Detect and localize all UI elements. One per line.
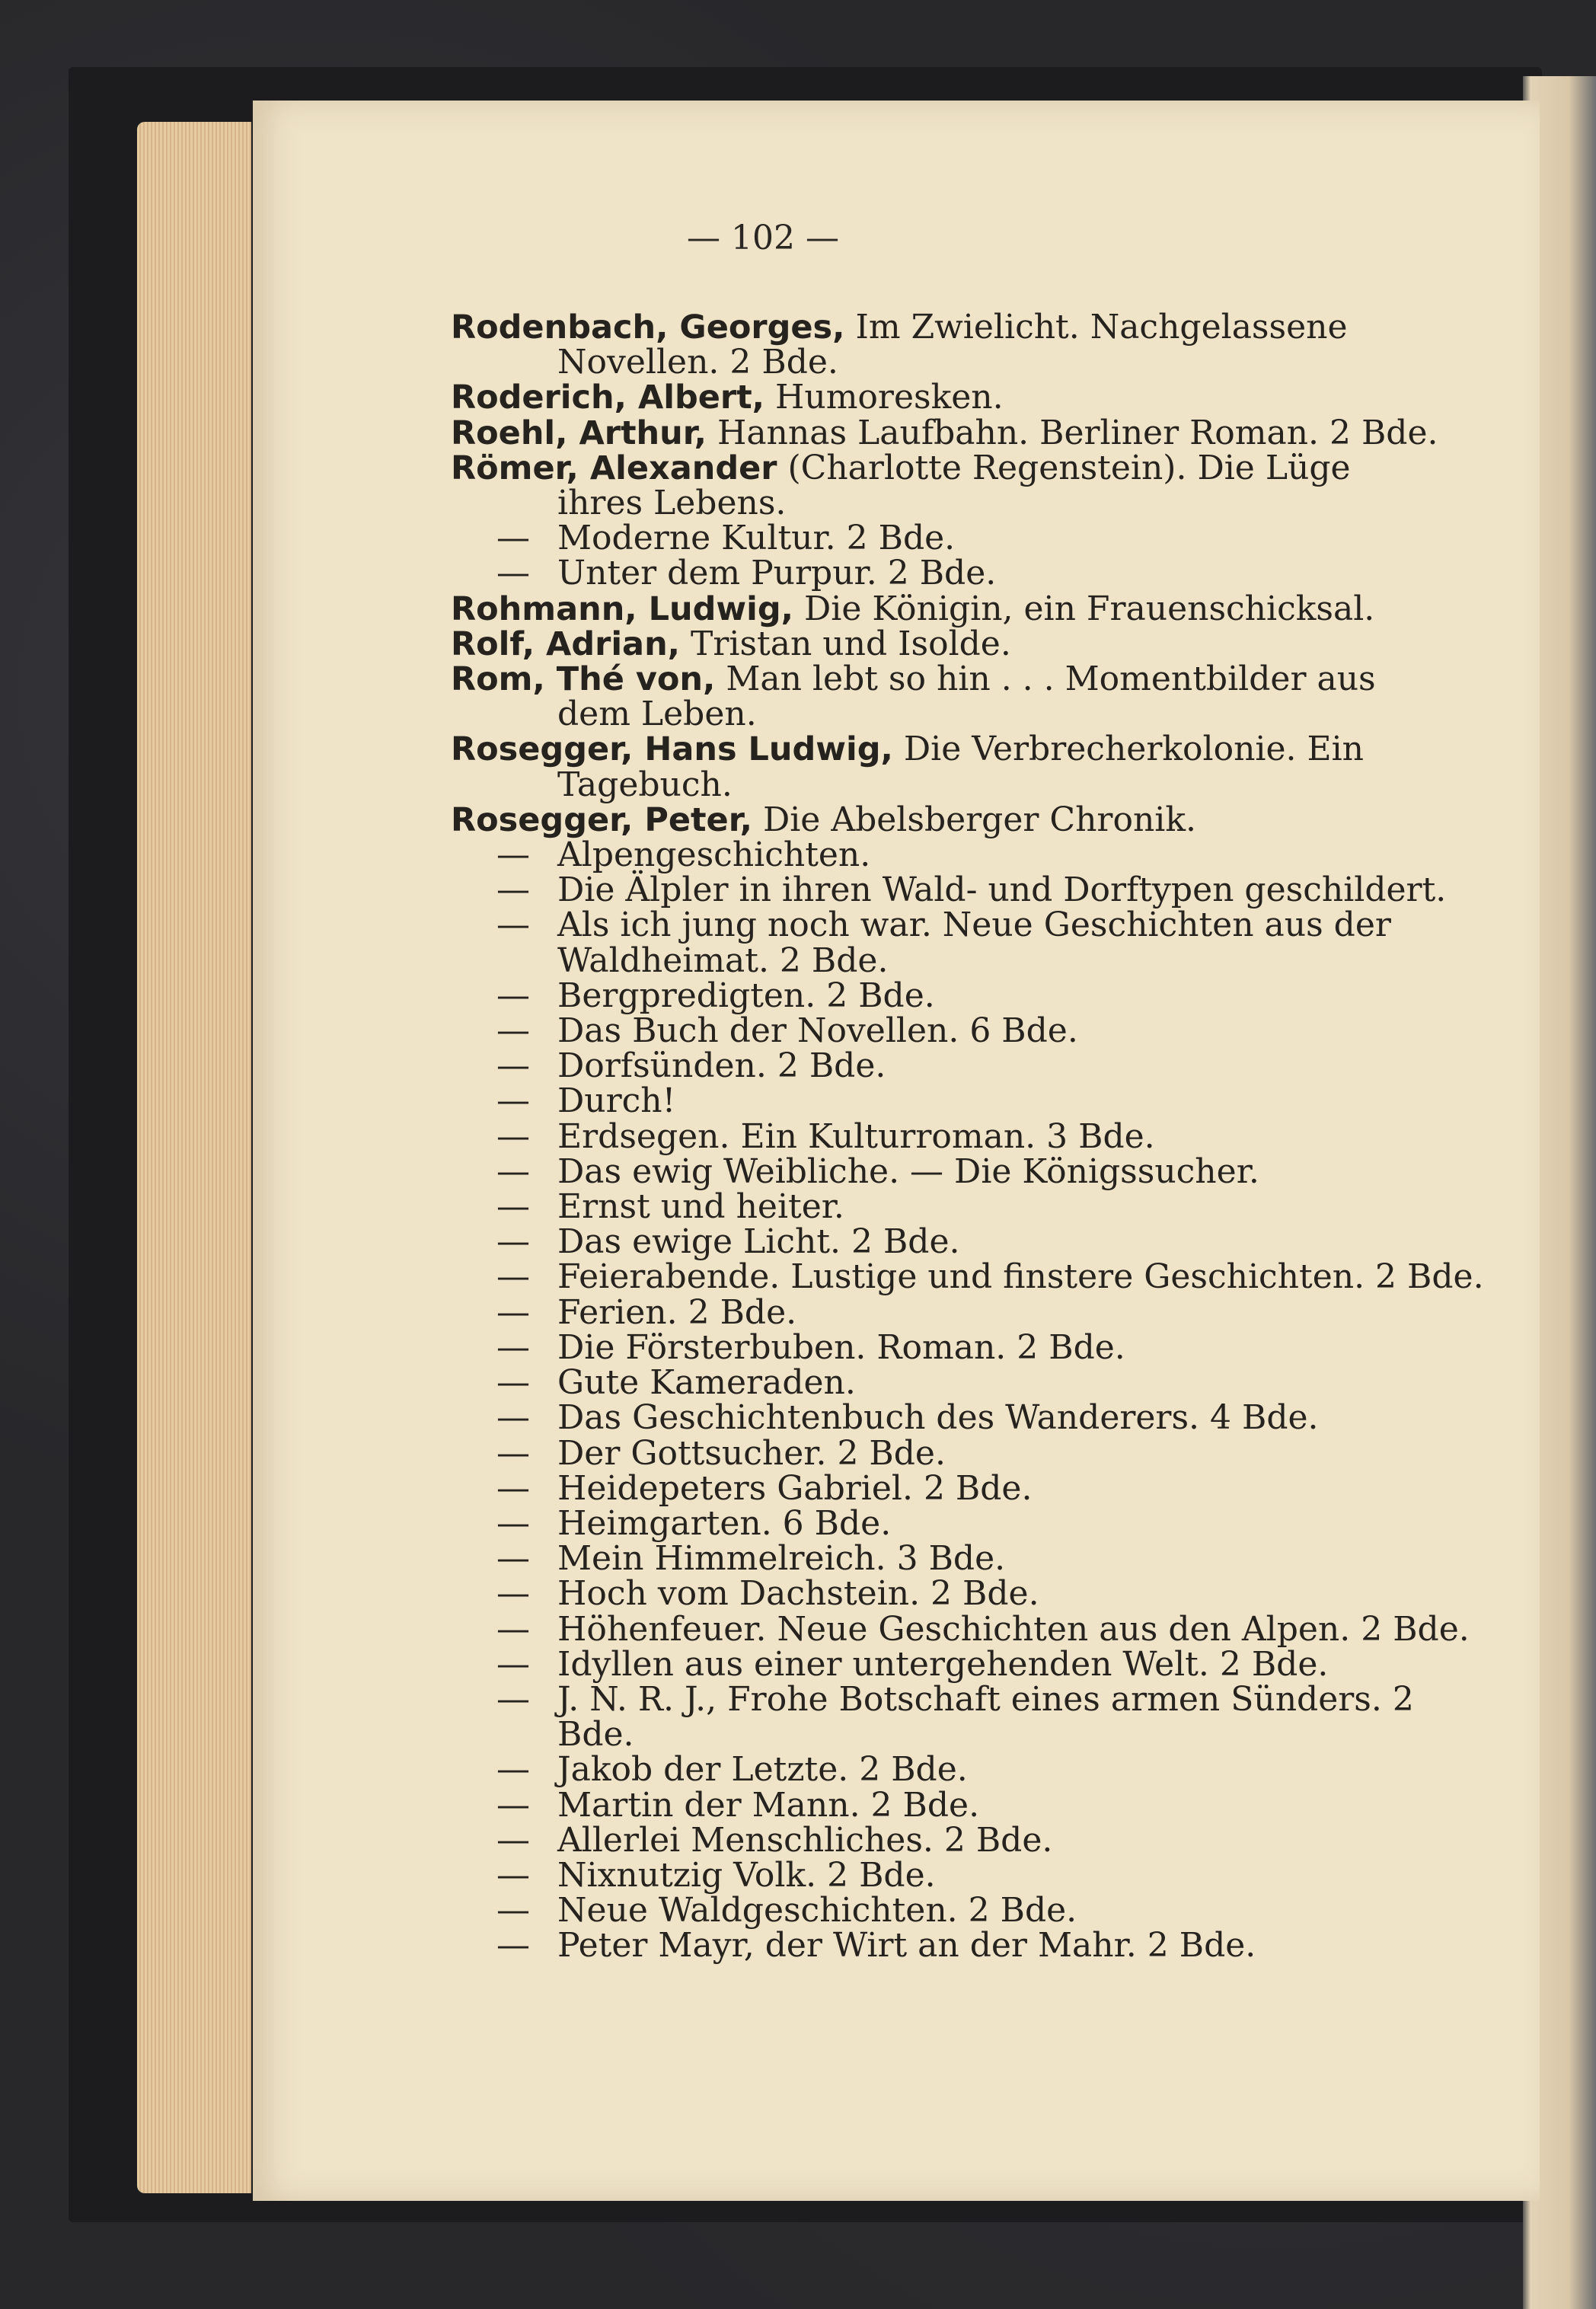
- work-title: Heimgarten. 6 Bde.: [557, 1503, 892, 1543]
- entry-line: [451, 380, 1486, 415]
- ditto-dash: —: [496, 1855, 530, 1895]
- entry-line: [557, 1011, 1486, 1051]
- work-title: Nixnutzig Volk. 2 Bde.: [557, 1855, 936, 1895]
- entry-line: [557, 870, 1486, 910]
- catalog-entry: [451, 310, 1486, 380]
- work-title: Im Zwielicht. Nachgelassene: [844, 308, 1348, 347]
- work-title: Heidepeters Gabriel. 2 Bde.: [557, 1468, 1033, 1508]
- entry-line: [557, 1046, 1486, 1086]
- catalog-entry: [451, 1151, 1486, 1191]
- entry-continuation: dem Leben.: [557, 695, 757, 734]
- ditto-dash: —: [496, 1820, 530, 1860]
- work-title: Neue Waldgeschichten. 2 Bde.: [557, 1891, 1077, 1931]
- work-title: Erdsegen. Ein Kulturroman. 3 Bde.: [557, 1116, 1155, 1156]
- catalog-entry: [451, 448, 1486, 523]
- work-title: Feierabende. Lustige und finstere Geschichten. 2 Bde.: [557, 1257, 1484, 1297]
- author-name: Rom, Thé von,: [451, 660, 716, 699]
- entry-line: [557, 1400, 1486, 1436]
- ditto-dash: —: [496, 1609, 530, 1649]
- entry-line: [557, 1574, 1486, 1614]
- ditto-dash: —: [496, 1785, 530, 1825]
- work-title: Allerlei Menschliches. 2 Bde.: [557, 1820, 1053, 1860]
- entry-line: [557, 1222, 1486, 1262]
- author-name: Rosegger, Hans Ludwig,: [451, 730, 893, 769]
- catalog-entry: [451, 905, 1486, 980]
- entry-line: [557, 1855, 1486, 1895]
- work-title: Mein Himmelreich. 3 Bde.: [557, 1539, 1006, 1579]
- catalog-entry: [451, 380, 1486, 415]
- catalog-entry: [451, 1926, 1486, 1966]
- ditto-dash: —: [496, 1011, 530, 1051]
- work-title: Der Gottsucher. 2 Bde.: [557, 1433, 946, 1473]
- entry-line: [557, 1926, 1486, 1966]
- work-title: Das ewige Licht. 2 Bde.: [557, 1222, 960, 1262]
- catalog-entry: [451, 1363, 1486, 1403]
- work-title: Ferien. 2 Bde.: [557, 1292, 797, 1332]
- work-title: Unter dem Purpur. 2 Bde.: [557, 554, 997, 593]
- ditto-dash: —: [496, 835, 530, 875]
- work-title: Das ewig Weibliche. — Die Königssucher.: [557, 1151, 1259, 1191]
- work-title: Alpengeschichten.: [557, 835, 871, 875]
- catalog-entry: [451, 800, 1486, 839]
- ditto-dash: —: [496, 1503, 530, 1543]
- entry-line: [557, 1433, 1486, 1473]
- catalog-entry: [451, 1503, 1486, 1543]
- entry-line: [557, 1468, 1486, 1508]
- catalog-entries: [451, 310, 1486, 1964]
- entry-line: [451, 659, 1486, 699]
- author-name: Rosegger, Peter,: [451, 800, 752, 839]
- work-title: Peter Mayr, der Wirt an der Mahr. 2 Bde.: [557, 1926, 1256, 1966]
- ditto-dash: —: [496, 1433, 530, 1473]
- entry-line: [557, 1081, 1486, 1121]
- catalog-entry: [451, 732, 1486, 802]
- catalog-entry: [451, 1820, 1486, 1860]
- ditto-dash: —: [496, 1257, 530, 1297]
- entry-line: [557, 1609, 1486, 1649]
- entry-line: [557, 1327, 1486, 1367]
- work-title: Die Försterbuben. Roman. 2 Bde.: [557, 1327, 1125, 1367]
- entry-line: [451, 310, 1486, 345]
- catalog-entry: [451, 624, 1486, 663]
- work-title: Die Königin, ein Frauenschicksal.: [793, 589, 1375, 628]
- ditto-dash: —: [496, 870, 530, 910]
- book-page: [253, 101, 1540, 2201]
- work-title: Gute Kameraden.: [557, 1363, 856, 1403]
- entry-line: [451, 589, 1486, 628]
- entry-line: [557, 1891, 1486, 1931]
- catalog-entry: [451, 521, 1486, 556]
- catalog-entry: [451, 1855, 1486, 1895]
- entry-line: [451, 448, 1486, 487]
- entry-continuation: Waldheimat. 2 Bde.: [557, 941, 889, 980]
- ditto-dash: —: [496, 1398, 530, 1438]
- catalog-entry: [451, 1116, 1486, 1156]
- catalog-entry: [451, 659, 1486, 734]
- ditto-dash: —: [496, 1468, 530, 1508]
- catalog-entry: [451, 1081, 1486, 1121]
- work-title: Jakob der Letzte. 2 Bde.: [557, 1750, 968, 1790]
- author-name: Römer, Alexander: [451, 449, 777, 487]
- author-name: Roderich, Albert,: [451, 378, 765, 417]
- catalog-entry: [451, 1644, 1486, 1684]
- ditto-dash: —: [496, 1081, 530, 1121]
- catalog-entry: [451, 1433, 1486, 1473]
- work-title: Die Verbrecherkolonie. Ein: [892, 730, 1365, 769]
- entry-line: [557, 1257, 1486, 1297]
- entry-line: [557, 1679, 1486, 1755]
- work-title: Dorfsünden. 2 Bde.: [557, 1046, 886, 1086]
- ditto-dash: —: [496, 1644, 530, 1684]
- ditto-dash: —: [496, 1363, 530, 1403]
- entry-line: [557, 976, 1486, 1015]
- catalog-entry: [451, 1539, 1486, 1579]
- catalog-entry: [451, 976, 1486, 1015]
- page-edges: [137, 122, 251, 2193]
- catalog-entry: [451, 1327, 1486, 1367]
- page-number: — 102 —: [687, 219, 839, 257]
- work-title: Hannas Laufbahn. Berliner Roman. 2 Bde.: [706, 413, 1438, 452]
- ditto-dash: —: [496, 905, 530, 945]
- author-name: Rodenbach, Georges,: [451, 308, 845, 347]
- catalog-entry: [451, 1891, 1486, 1931]
- entry-continuation: Tagebuch.: [557, 765, 733, 804]
- catalog-entry: [451, 1011, 1486, 1051]
- ditto-dash: —: [496, 1327, 530, 1367]
- catalog-entry: [451, 1187, 1486, 1227]
- catalog-entry: [451, 1679, 1486, 1755]
- entry-line: [557, 835, 1486, 875]
- entry-line: [557, 1292, 1486, 1332]
- entry-line: [557, 1116, 1486, 1156]
- ditto-dash: —: [496, 1679, 530, 1719]
- work-title: Moderne Kultur. 2 Bde.: [557, 519, 956, 558]
- entry-line: [557, 1539, 1486, 1579]
- work-title: Ernst und heiter.: [557, 1187, 844, 1227]
- work-title: Die Älpler in ihren Wald- und Dorftypen geschildert.: [557, 870, 1447, 910]
- work-title: Martin der Mann. 2 Bde.: [557, 1785, 980, 1825]
- catalog-entry: [451, 1257, 1486, 1297]
- ditto-dash: —: [496, 519, 530, 558]
- entry-line: [557, 1151, 1486, 1191]
- ditto-dash: —: [496, 1187, 530, 1227]
- author-name: Rolf, Adrian,: [451, 624, 681, 663]
- work-title: Hoch vom Dachstein. 2 Bde.: [557, 1574, 1039, 1614]
- catalog-entry: [451, 835, 1486, 875]
- ditto-dash: —: [496, 1926, 530, 1966]
- catalog-entry: [451, 870, 1486, 910]
- entry-line: [451, 624, 1486, 663]
- author-name: Rohmann, Ludwig,: [451, 589, 793, 628]
- ditto-dash: —: [496, 1574, 530, 1614]
- catalog-entry: [451, 1574, 1486, 1614]
- work-title: Bergpredigten. 2 Bde.: [557, 976, 935, 1015]
- catalog-entry: [451, 1222, 1486, 1262]
- work-title: Das Geschichtenbuch des Wanderers. 4 Bde.: [557, 1398, 1319, 1438]
- catalog-entry: [451, 1468, 1486, 1508]
- catalog-entry: [451, 1609, 1486, 1649]
- author-name: Roehl, Arthur,: [451, 414, 707, 452]
- work-title: Höhenfeuer. Neue Geschichten aus den Alpen. 2 Bde.: [557, 1609, 1470, 1649]
- work-title: Man lebt so hin . . . Momentbilder aus: [715, 659, 1376, 699]
- work-title: (Charlotte Regenstein). Die Lüge: [777, 448, 1351, 487]
- entry-continuation: Novellen. 2 Bde.: [557, 343, 838, 382]
- entry-line: [557, 521, 1486, 556]
- entry-line: [451, 413, 1486, 452]
- entry-line: [557, 1187, 1486, 1227]
- entry-line: [557, 556, 1486, 591]
- ditto-dash: —: [496, 1292, 530, 1332]
- catalog-entry: [451, 556, 1486, 591]
- catalog-entry: [451, 1785, 1486, 1825]
- work-title: Als ich jung noch war. Neue Geschichten aus der: [557, 905, 1391, 945]
- work-title: Idyllen aus einer untergehenden Welt. 2 Bde.: [557, 1644, 1329, 1684]
- catalog-entry: [451, 1046, 1486, 1086]
- entry-line: [557, 1363, 1486, 1403]
- entry-line: [557, 1644, 1486, 1684]
- entry-line: [557, 1820, 1486, 1860]
- entry-line: [557, 1503, 1486, 1543]
- work-title: Humoresken.: [764, 378, 1004, 417]
- work-title: J. N. R. J., Frohe Botschaft eines armen Sünders. 2 Bde.: [557, 1679, 1414, 1755]
- ditto-dash: —: [496, 1222, 530, 1262]
- work-title: Das Buch der Novellen. 6 Bde.: [557, 1011, 1078, 1051]
- entry-line: [557, 1750, 1486, 1790]
- ditto-dash: —: [496, 1539, 530, 1579]
- entry-line: [557, 905, 1486, 945]
- work-title: Die Abelsberger Chronik.: [752, 800, 1196, 839]
- catalog-entry: [451, 1750, 1486, 1790]
- work-title: Durch!: [557, 1081, 676, 1121]
- ditto-dash: —: [496, 1891, 530, 1931]
- catalog-entry: [451, 589, 1486, 628]
- ditto-dash: —: [496, 1151, 530, 1191]
- entry-continuation: ihres Lebens.: [557, 484, 787, 523]
- ditto-dash: —: [496, 554, 530, 593]
- catalog-entry: [451, 413, 1486, 452]
- entry-line: [451, 800, 1486, 839]
- catalog-entry: [451, 1292, 1486, 1332]
- entry-line: [557, 1785, 1486, 1825]
- ditto-dash: —: [496, 1116, 530, 1156]
- catalog-entry: [451, 1400, 1486, 1436]
- entry-line: [451, 732, 1486, 767]
- work-title: Tristan und Isolde.: [680, 624, 1011, 663]
- ditto-dash: —: [496, 1046, 530, 1086]
- ditto-dash: —: [496, 976, 530, 1015]
- ditto-dash: —: [496, 1750, 530, 1790]
